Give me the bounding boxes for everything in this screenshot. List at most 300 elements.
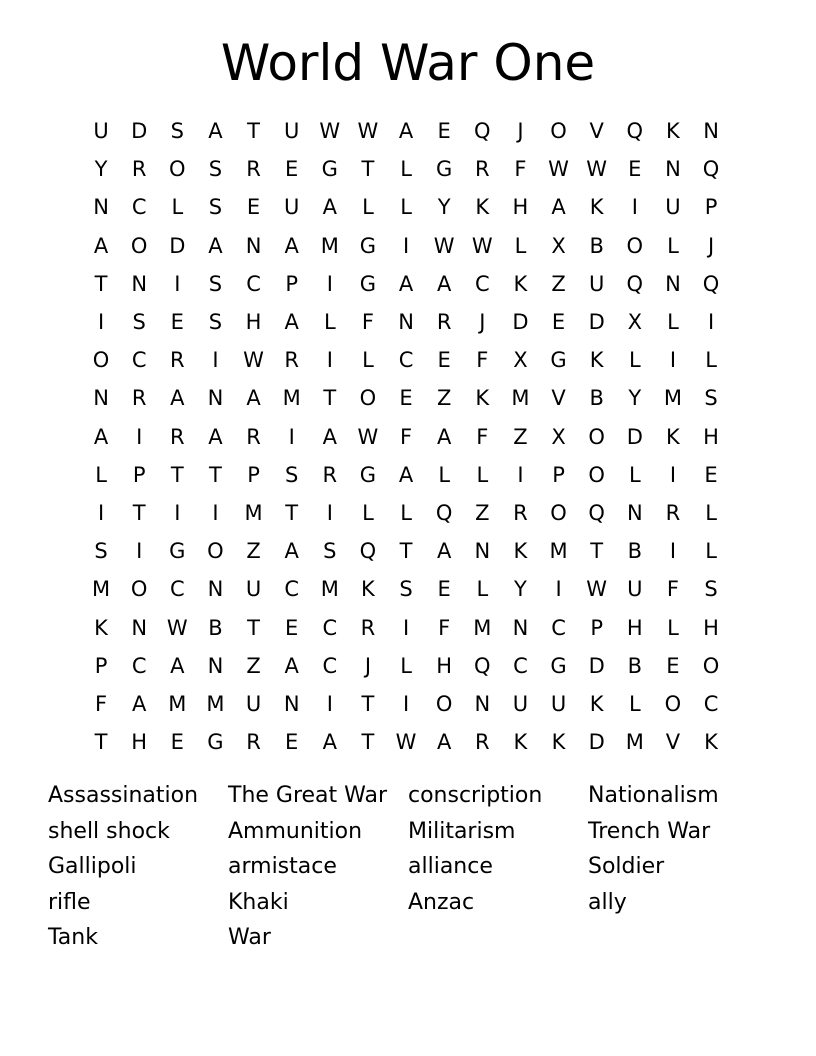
grid-letter: N — [93, 195, 109, 220]
grid-letter: R — [131, 386, 147, 411]
grid-letter: T — [399, 539, 413, 564]
grid-letter: N — [703, 119, 719, 144]
grid-letter: C — [398, 348, 414, 373]
grid-letter: I — [212, 500, 219, 525]
grid-row — [82, 418, 730, 456]
grid-letter: J — [517, 119, 524, 144]
grid-letter: S — [208, 271, 223, 296]
grid-letter: V — [589, 119, 604, 144]
grid-letter: G — [321, 157, 338, 182]
grid-letter: R — [131, 157, 147, 182]
grid-letter: Q — [702, 271, 720, 296]
grid-letter: N — [245, 233, 262, 258]
grid-letter: A — [132, 691, 147, 716]
grid-letter: K — [513, 539, 528, 564]
grid-letter: O — [664, 691, 682, 716]
word-list-item: Militarism — [408, 818, 516, 844]
grid-letter: G — [550, 348, 567, 373]
grid-letter: U — [665, 195, 681, 220]
grid-letter: D — [512, 310, 529, 335]
grid-letter: P — [285, 271, 299, 296]
grid-letter: C — [131, 348, 147, 373]
grid-letter: A — [322, 730, 337, 755]
grid-letter: N — [626, 500, 643, 525]
grid-letter: I — [174, 271, 181, 296]
grid-row — [82, 341, 730, 379]
grid-letter: R — [170, 348, 185, 373]
grid-letter: P — [132, 462, 146, 487]
word-list-item: Assassination — [48, 783, 199, 808]
grid-letter: O — [550, 119, 567, 144]
grid-letter: G — [169, 539, 186, 564]
grid-letter: L — [476, 577, 489, 602]
grid-letter: C — [703, 691, 719, 716]
grid-letter: E — [170, 310, 184, 335]
grid-letter: L — [362, 348, 374, 373]
grid-letter: I — [212, 348, 219, 373]
grid-letter: K — [704, 730, 718, 755]
grid-letter: J — [479, 310, 486, 335]
grid-letter: E — [285, 157, 299, 182]
grid-letter: R — [284, 348, 299, 373]
grid-letter: A — [246, 386, 261, 411]
grid-letter: N — [207, 653, 224, 678]
grid-letter: L — [400, 195, 412, 220]
grid-letter: I — [174, 500, 181, 525]
page-title: World War One — [220, 34, 596, 92]
grid-letter: Y — [94, 157, 108, 182]
grid-letter: X — [513, 348, 528, 373]
grid-letter: G — [207, 730, 224, 755]
grid-letter: P — [247, 462, 260, 487]
grid-letter: K — [589, 691, 604, 716]
grid-row — [82, 188, 730, 226]
grid-letter: K — [666, 424, 680, 449]
grid-letter: N — [283, 691, 300, 716]
grid-letter: R — [322, 462, 338, 487]
grid-letter: L — [400, 500, 412, 525]
grid-letter: A — [322, 195, 337, 220]
grid-letter: L — [362, 500, 374, 525]
grid-letter: O — [359, 386, 377, 411]
grid-letter: J — [364, 653, 372, 678]
grid-row — [82, 379, 730, 417]
grid-letter: S — [208, 195, 223, 220]
grid-letter: D — [588, 653, 605, 678]
grid-letter: W — [357, 424, 379, 449]
grid-letter: U — [284, 195, 300, 220]
grid-letter: E — [551, 310, 566, 335]
grid-letter: W — [357, 119, 379, 144]
grid-letter: T — [94, 730, 108, 755]
grid-letter: I — [402, 233, 410, 258]
grid-letter: L — [323, 310, 336, 335]
grid-letter: S — [399, 577, 413, 602]
grid-letter: L — [705, 539, 717, 564]
grid-letter: Q — [588, 500, 605, 525]
grid-letter: O — [550, 500, 567, 525]
grid-letter: B — [589, 386, 604, 411]
grid-letter: M — [663, 386, 682, 411]
grid-letter: K — [551, 730, 566, 755]
word-list-item: Anzac — [408, 889, 475, 915]
grid-letter: A — [208, 119, 223, 144]
grid-letter: X — [627, 310, 642, 335]
grid-letter: Y — [514, 577, 527, 602]
word-list-item: rifle — [48, 889, 91, 915]
grid-letter: H — [131, 730, 148, 755]
grid-letter: L — [705, 500, 717, 525]
grid-letter: A — [398, 271, 414, 296]
grid-letter: S — [704, 577, 718, 602]
grid-letter: L — [400, 653, 412, 678]
grid-row — [82, 570, 730, 608]
grid-letter: Z — [246, 539, 261, 564]
word-list-item: shell shock — [48, 818, 170, 844]
grid-letter: R — [246, 424, 261, 449]
grid-letter: U — [627, 577, 643, 602]
grid-letter: S — [208, 310, 223, 335]
word-list-item: Nationalism — [588, 783, 719, 808]
grid-letter: O — [207, 539, 224, 564]
grid-letter: Q — [474, 653, 491, 678]
grid-letter: E — [437, 119, 451, 144]
word-list-item: Gallipoli — [48, 854, 137, 880]
grid-letter: M — [168, 691, 187, 716]
grid-row — [82, 608, 730, 646]
grid-letter: I — [631, 195, 638, 220]
word-list — [48, 778, 768, 956]
grid-letter: F — [476, 424, 489, 449]
grid-letter: Q — [626, 119, 644, 144]
grid-letter: I — [517, 462, 524, 487]
grid-letter: R — [475, 730, 490, 755]
grid-letter: N — [93, 386, 109, 411]
grid-letter: K — [361, 577, 375, 602]
grid-letter: Q — [702, 157, 720, 182]
grid-letter: N — [131, 271, 148, 296]
grid-row — [82, 112, 730, 150]
grid-letter: H — [703, 615, 719, 640]
grid-letter: H — [245, 310, 262, 335]
grid-letter: C — [551, 615, 566, 640]
grid-letter: F — [514, 157, 527, 182]
grid-letter: H — [703, 424, 719, 449]
grid-letter: C — [284, 577, 300, 602]
grid-row — [82, 303, 730, 341]
grid-letter: M — [625, 730, 644, 755]
grid-letter: U — [512, 691, 529, 716]
grid-letter: A — [93, 424, 109, 449]
grid-letter: W — [586, 577, 608, 602]
grid-letter: I — [669, 539, 677, 564]
grid-letter: L — [95, 462, 107, 487]
grid-letter: M — [549, 539, 568, 564]
grid-letter: C — [322, 615, 338, 640]
grid-letter: E — [437, 577, 451, 602]
grid-letter: L — [628, 462, 641, 487]
grid-letter: G — [359, 271, 377, 296]
grid-letter: I — [669, 348, 677, 373]
grid-letter: I — [402, 691, 410, 716]
grid-letter: S — [132, 310, 146, 335]
grid-letter: F — [666, 577, 679, 602]
grid-letter: L — [476, 462, 489, 487]
grid-letter: T — [361, 157, 375, 182]
grid-letter: M — [206, 691, 225, 716]
grid-row — [82, 723, 730, 761]
word-column — [48, 778, 228, 956]
grid-letter: B — [589, 233, 604, 258]
grid-letter: T — [323, 386, 337, 411]
grid-letter: Y — [437, 195, 451, 220]
grid-letter: G — [359, 462, 377, 487]
grid-letter: I — [97, 500, 105, 525]
grid-letter: N — [398, 310, 414, 335]
grid-letter: I — [555, 577, 562, 602]
grid-letter: U — [550, 691, 567, 716]
word-column — [408, 778, 588, 956]
grid-letter: N — [665, 271, 681, 296]
word-list-item: Khaki — [228, 889, 289, 915]
grid-letter: T — [247, 615, 260, 640]
grid-letter: O — [702, 653, 720, 678]
grid-letter: M — [244, 500, 263, 525]
grid-letter: I — [136, 539, 143, 564]
grid-letter: V — [665, 730, 681, 755]
word-list-item: ally — [588, 889, 627, 915]
grid-letter: P — [590, 615, 604, 640]
grid-letter: F — [438, 615, 451, 640]
grid-letter: J — [707, 233, 715, 258]
grid-letter: W — [243, 348, 264, 373]
grid-letter: E — [285, 730, 299, 755]
grid-letter: U — [93, 119, 109, 144]
grid-letter: S — [170, 119, 184, 144]
grid-letter: L — [171, 195, 184, 220]
word-column — [588, 778, 768, 956]
grid-letter: C — [322, 653, 338, 678]
grid-letter: M — [511, 386, 530, 411]
letter-grid — [82, 112, 730, 761]
grid-letter: U — [245, 691, 262, 716]
grid-letter: L — [667, 233, 679, 258]
word-list-item: Trench War — [588, 818, 711, 844]
grid-letter: Z — [475, 500, 490, 525]
grid-letter: E — [437, 348, 451, 373]
grid-letter: O — [626, 233, 644, 258]
grid-letter: L — [628, 348, 641, 373]
grid-letter: Q — [359, 539, 377, 564]
grid-letter: S — [323, 539, 337, 564]
grid-letter: T — [285, 500, 299, 525]
grid-letter: D — [588, 310, 605, 335]
grid-letter: E — [170, 730, 184, 755]
grid-letter: U — [589, 271, 605, 296]
grid-letter: Q — [435, 500, 453, 525]
grid-letter: D — [131, 119, 148, 144]
grid-letter: U — [284, 119, 300, 144]
grid-letter: T — [361, 691, 375, 716]
grid-letter: T — [590, 539, 604, 564]
grid-letter: M — [320, 577, 339, 602]
grid-letter: K — [475, 386, 490, 411]
word-list-item: Ammunition — [228, 818, 363, 844]
grid-letter: I — [402, 615, 410, 640]
grid-letter: A — [284, 653, 299, 678]
grid-letter: A — [437, 730, 452, 755]
grid-letter: L — [438, 462, 451, 487]
grid-letter: A — [170, 653, 185, 678]
grid-letter: P — [94, 653, 108, 678]
grid-letter: L — [705, 348, 717, 373]
grid-letter: W — [548, 157, 569, 182]
grid-letter: A — [208, 424, 223, 449]
grid-letter: H — [626, 615, 643, 640]
grid-letter: T — [94, 271, 108, 296]
grid-letter: K — [589, 195, 604, 220]
grid-letter: T — [247, 119, 260, 144]
grid-letter: W — [471, 233, 493, 258]
grid-letter: R — [513, 500, 528, 525]
grid-letter: Z — [551, 271, 566, 296]
grid-letter: P — [704, 195, 718, 220]
grid-letter: D — [169, 233, 186, 258]
grid-letter: M — [92, 577, 111, 602]
grid-letter: N — [474, 539, 491, 564]
grid-letter: E — [246, 195, 261, 220]
grid-letter: G — [436, 157, 453, 182]
grid-letter: A — [437, 539, 452, 564]
grid-letter: A — [284, 310, 299, 335]
grid-letter: C — [513, 653, 528, 678]
grid-letter: Z — [436, 386, 452, 411]
grid-letter: F — [476, 348, 489, 373]
grid-letter: B — [208, 615, 223, 640]
word-list-item: conscription — [408, 783, 543, 808]
grid-letter: H — [436, 653, 453, 678]
grid-letter: B — [627, 539, 643, 564]
grid-letter: F — [400, 424, 413, 449]
word-list-item: The Great War — [228, 783, 388, 808]
grid-letter: R — [360, 615, 376, 640]
grid-letter: C — [131, 653, 147, 678]
grid-letter: K — [589, 348, 604, 373]
word-list-item: alliance — [408, 854, 493, 880]
grid-row — [82, 150, 730, 188]
grid-letter: R — [246, 157, 261, 182]
grid-letter: K — [513, 271, 528, 296]
grid-letter: K — [666, 119, 680, 144]
grid-letter: I — [326, 500, 333, 525]
word-list-item: armistace — [228, 854, 337, 880]
grid-letter: W — [433, 233, 455, 258]
grid-letter: S — [704, 386, 718, 411]
grid-letter: Z — [513, 424, 528, 449]
grid-letter: N — [512, 615, 529, 640]
grid-letter: W — [166, 615, 188, 640]
word-list-item: Tank — [48, 925, 98, 951]
grid-letter: L — [628, 691, 641, 716]
word-column — [228, 778, 408, 956]
grid-letter: K — [513, 730, 528, 755]
grid-letter: A — [437, 271, 452, 296]
grid-letter: T — [209, 462, 222, 487]
grid-letter: C — [169, 577, 185, 602]
grid-letter: I — [707, 310, 715, 335]
grid-letter: O — [588, 424, 605, 449]
grid-letter: C — [246, 271, 261, 296]
grid-letter: K — [94, 615, 108, 640]
grid-letter: O — [169, 157, 186, 182]
grid-letter: O — [588, 462, 605, 487]
word-list-item: War — [228, 925, 271, 951]
grid-letter: L — [514, 233, 527, 258]
grid-letter: A — [551, 195, 566, 220]
grid-letter: M — [473, 615, 492, 640]
grid-letter: P — [552, 462, 565, 487]
grid-letter: G — [359, 233, 377, 258]
grid-letter: Y — [628, 386, 642, 411]
grid-letter: E — [666, 653, 680, 678]
grid-letter: O — [92, 348, 110, 373]
grid-letter: N — [131, 615, 148, 640]
word-list-item: Soldier — [588, 854, 665, 880]
grid-row — [82, 494, 730, 532]
grid-letter: A — [284, 233, 299, 258]
grid-letter: E — [285, 615, 299, 640]
grid-letter: B — [627, 653, 643, 678]
grid-letter: M — [320, 233, 339, 258]
grid-letter: A — [284, 539, 299, 564]
grid-letter: Z — [246, 653, 261, 678]
grid-row — [82, 227, 730, 265]
grid-letter: T — [170, 462, 184, 487]
grid-letter: D — [588, 730, 605, 755]
grid-letter: K — [475, 195, 490, 220]
grid-letter: R — [436, 310, 452, 335]
grid-letter: R — [665, 500, 681, 525]
grid-letter: U — [245, 577, 262, 602]
grid-letter: H — [512, 195, 529, 220]
grid-letter: C — [131, 195, 147, 220]
grid-letter: W — [586, 157, 608, 182]
grid-letter: F — [95, 691, 108, 716]
grid-letter: A — [398, 119, 414, 144]
grid-letter: E — [628, 157, 642, 182]
grid-letter: W — [319, 119, 341, 144]
grid-letter: W — [395, 730, 417, 755]
grid-letter: I — [669, 462, 677, 487]
grid-letter: A — [93, 233, 109, 258]
grid-letter: V — [551, 386, 566, 411]
grid-letter: N — [207, 577, 224, 602]
grid-letter: M — [282, 386, 301, 411]
grid-letter: T — [361, 730, 375, 755]
grid-letter: N — [207, 386, 224, 411]
grid-letter: I — [326, 691, 333, 716]
grid-letter: A — [437, 424, 452, 449]
grid-letter: I — [288, 424, 295, 449]
grid-letter: A — [398, 462, 414, 487]
grid-letter: R — [246, 730, 261, 755]
grid-letter: N — [665, 157, 681, 182]
grid-letter: S — [94, 539, 108, 564]
grid-letter: A — [322, 424, 337, 449]
grid-letter: Q — [474, 119, 491, 144]
grid-letter: C — [474, 271, 490, 296]
grid-letter: L — [667, 310, 679, 335]
